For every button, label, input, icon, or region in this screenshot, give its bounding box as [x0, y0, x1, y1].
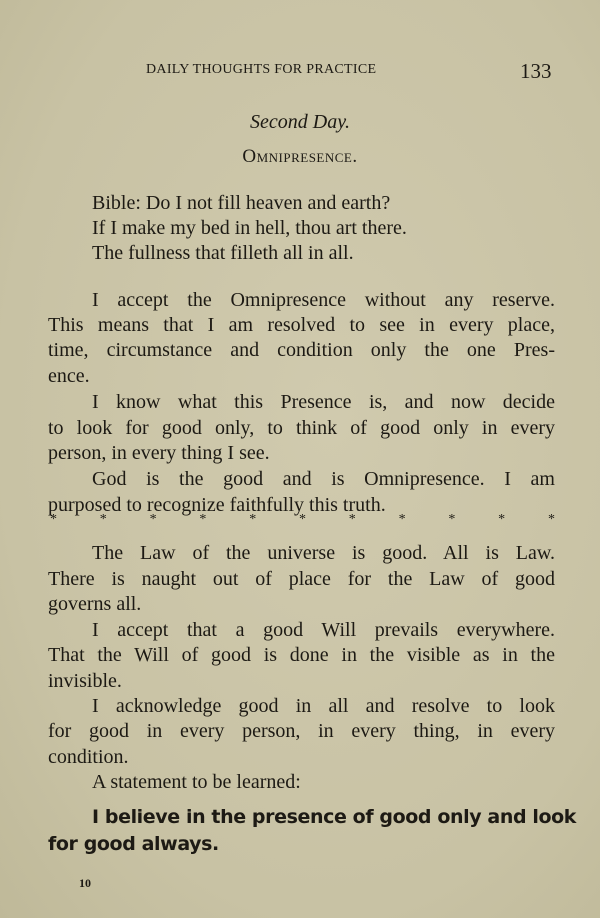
- text-line: condition.: [48, 746, 129, 768]
- text-line: time, circumstance and condition only the one Pres-: [48, 339, 555, 361]
- page-number: 133: [520, 59, 552, 83]
- signature-mark: 10: [79, 876, 91, 890]
- asterisk: *: [50, 512, 57, 527]
- text-line: governs all.: [48, 593, 142, 615]
- section-title: Second Day.: [250, 111, 350, 133]
- text-line: to look for good only, to think of good only in every: [48, 417, 555, 439]
- text-line: I accept that a good Will prevails everywhere.: [92, 619, 555, 641]
- statement-line: for good always.: [48, 833, 219, 855]
- asterisk: *: [298, 512, 306, 527]
- running-header: DAILY THOUGHTS FOR PRACTICE: [146, 62, 377, 77]
- statement-line: I believe in the presence of good only and look: [92, 806, 577, 828]
- section-subtitle: Omnipresence.: [242, 146, 358, 167]
- text-line: I know what this Presence is, and now decide: [92, 391, 555, 413]
- text-line: This means that I am resolved to see in every place,: [48, 314, 555, 336]
- text-line: ence.: [48, 365, 90, 387]
- asterisk: *: [547, 512, 555, 527]
- text-line: The Law of the universe is good. All is Law.: [92, 542, 555, 564]
- text-line: There is naught out of place for the Law of good: [48, 568, 555, 590]
- text-line: God is the good and is Omnipresence. I am: [92, 468, 555, 490]
- asterisk: *: [498, 512, 506, 527]
- asterisk: *: [99, 512, 107, 527]
- asterisk: *: [398, 512, 406, 527]
- text-line: invisible.: [48, 670, 122, 692]
- text-line: Bible: Do I not fill heaven and earth?: [92, 192, 391, 214]
- text-line: That the Will of good is done in the visible as in the: [48, 644, 555, 666]
- text-line: I accept the Omnipresence without any reserve.: [92, 289, 555, 311]
- text-line: A statement to be learned:: [92, 771, 301, 793]
- asterisk: *: [249, 512, 257, 527]
- text-line: for good in every person, in every thing, in every: [48, 720, 555, 742]
- asterisk: *: [348, 512, 356, 527]
- asterisk: *: [149, 512, 157, 527]
- asterisk: *: [199, 512, 207, 527]
- text-line: If I make my bed in hell, thou art there.: [92, 217, 407, 239]
- text-line: I acknowledge good in all and resolve to look: [92, 695, 555, 717]
- text-line: purposed to recognize faithfully this truth.: [48, 494, 386, 516]
- text-line: The fullness that filleth all in all.: [92, 242, 354, 264]
- asterisk-separator: [50, 512, 555, 528]
- asterisk: *: [448, 512, 456, 527]
- text-line: person, in every thing I see.: [48, 442, 270, 464]
